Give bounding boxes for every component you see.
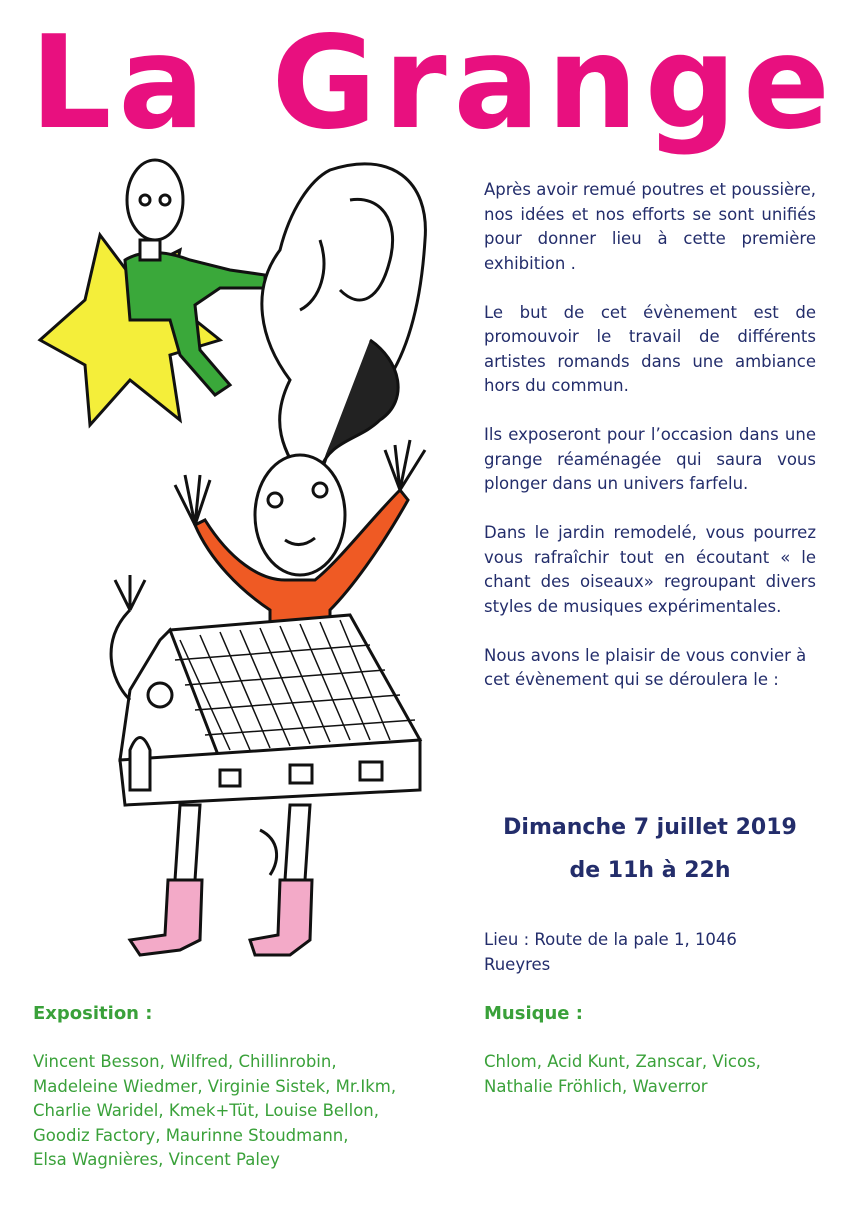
- title-letter: a: [453, 9, 540, 158]
- exposition-heading: Exposition :: [33, 1003, 153, 1024]
- intro-paragraph: Le but de cet évènement est de promouvoir le travail de différents artistes romands dans une ambiance hors du commun.: [484, 302, 816, 395]
- title-letter: e: [743, 9, 830, 158]
- illustration: [30, 140, 450, 990]
- intro-paragraph: Nous avons le plaisir de vous convier à cet évènement qui se déroulera le :: [484, 645, 807, 689]
- intro-text: [484, 178, 816, 717]
- event-date: Dimanche 7 juillet 2019: [503, 815, 797, 840]
- event-hours: de 11h à 22h: [569, 858, 731, 883]
- exposition-line: Goodiz Factory, Maurinne Stoudmann,: [33, 1125, 349, 1145]
- musique-line: Nathalie Fröhlich, Waverror: [484, 1076, 708, 1096]
- title-letter: r: [383, 9, 447, 158]
- intro-paragraph: Dans le jardin remodelé, vous pourrez vous rafraîchir tout en écoutant « le chant des oiseaux» regroupant divers styles de musiques expérimentales.: [484, 523, 816, 616]
- hair-swirl: [262, 164, 426, 490]
- title-letter: n: [546, 9, 638, 158]
- title-letter: G: [271, 9, 377, 158]
- exposition-line: Madeleine Wiedmer, Virginie Sistek, Mr.Ikm,: [33, 1076, 397, 1096]
- title-letter: a: [118, 9, 205, 158]
- exposition-line: Vincent Besson, Wilfred, Chillinrobin,: [33, 1052, 337, 1071]
- musique-line: Chlom, Acid Kunt, Zanscar, Vicos,: [484, 1052, 761, 1071]
- intro-paragraph: Ils exposeront pour l’occasion dans une grange réaménagée qui saura vous plonger dans un univers farfelu.: [484, 425, 816, 493]
- exposition-list: [33, 1050, 396, 1173]
- house: [111, 575, 420, 805]
- event-date-block: [470, 806, 830, 892]
- exposition-line: Elsa Wagnières, Vincent Paley: [33, 1150, 280, 1169]
- event-place-line1: Lieu : Route de la pale 1, 1046: [484, 930, 737, 949]
- poster-title: [30, 9, 830, 158]
- musique-heading: Musique :: [484, 1003, 583, 1024]
- title-letter: g: [644, 9, 737, 158]
- title-letter: L: [30, 9, 112, 158]
- event-place: [484, 928, 814, 977]
- event-place-line2: Rueyres: [484, 954, 551, 974]
- musique-list: [484, 1050, 761, 1099]
- legs: [130, 805, 312, 955]
- intro-paragraph: Après avoir remué poutres et poussière, nos idées et nos efforts se sont unifiés pour donner lieu à cette première exhibition .: [484, 180, 816, 273]
- exposition-line: Charlie Waridel, Kmek+Tüt, Louise Bellon,: [33, 1101, 380, 1120]
